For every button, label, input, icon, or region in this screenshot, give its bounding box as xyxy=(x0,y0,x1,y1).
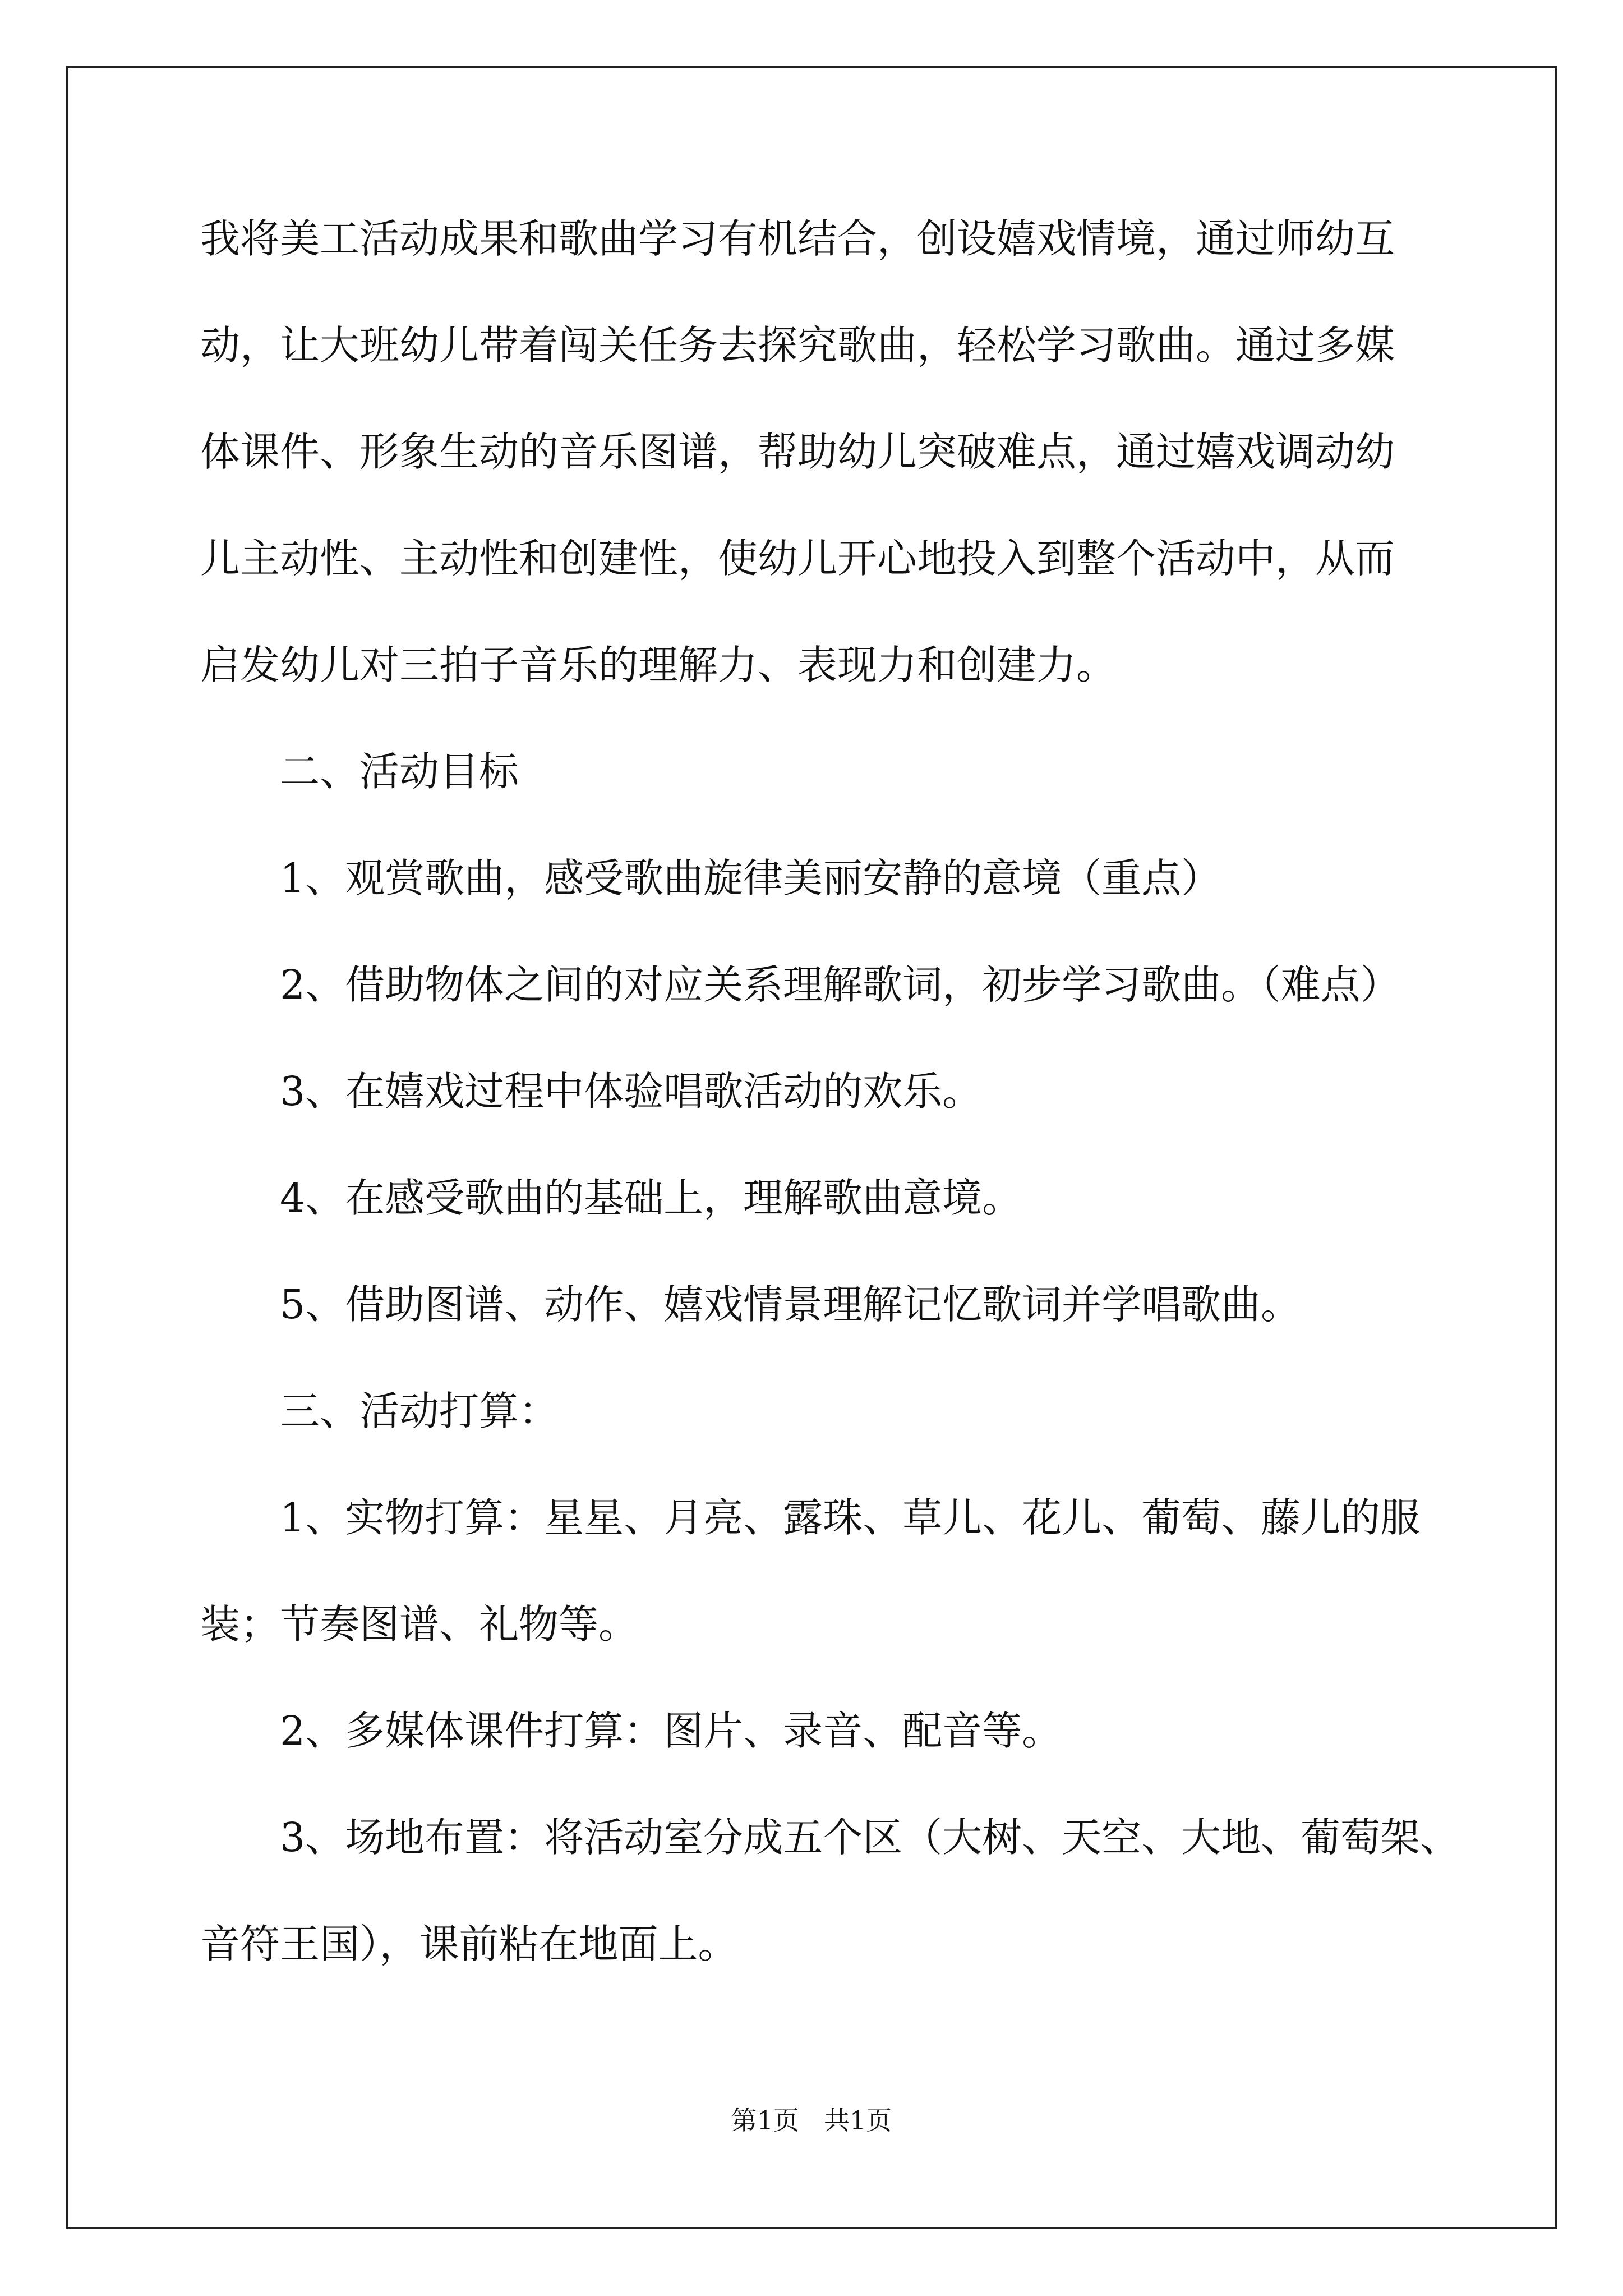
page-border xyxy=(66,66,1557,2229)
footer-spacer xyxy=(799,2105,824,2136)
text-line: 我将美工活动成果和歌曲学习有机结合，创设嬉戏情境，通过师幼互 xyxy=(200,215,1395,262)
page-number: 第1页 xyxy=(731,2105,800,2136)
text-line: 体课件、形象生动的音乐图谱，帮助幼儿突破难点，通过嬉戏调动幼 xyxy=(200,429,1395,475)
text-line: 启发幼儿对三拍子音乐的理解力、表现力和创建力。 xyxy=(200,642,1117,688)
text-line: 动，让大班幼儿带着闯关任务去探究歌曲，轻松学习歌曲。通过多媒 xyxy=(200,322,1395,369)
list-item: 1、观赏歌曲，感受歌曲旋律美丽安静的意境（重点） xyxy=(280,855,1221,901)
page-footer xyxy=(0,2104,1623,2137)
list-item: 2、借助物体之间的对应关系理解歌词，初步学习歌曲。（难点） xyxy=(280,961,1400,1008)
list-item: 3、场地布置：将活动室分成五个区（大树、天空、大地、葡萄架、 xyxy=(280,1814,1460,1861)
list-item: 4、在感受歌曲的基础上，理解歌曲意境。 xyxy=(280,1175,1022,1221)
list-item-continuation: 音符王国），课前粘在地面上。 xyxy=(200,1921,738,1967)
page-total: 共1页 xyxy=(823,2105,892,2136)
section-heading: 三、活动打算： xyxy=(280,1388,559,1434)
list-item-continuation: 装；节奏图谱、礼物等。 xyxy=(200,1601,639,1648)
list-item: 5、借助图谱、动作、嬉戏情景理解记忆歌词并学唱歌曲。 xyxy=(280,1281,1301,1328)
list-item: 2、多媒体课件打算：图片、录音、配音等。 xyxy=(280,1708,1062,1754)
section-heading: 二、活动目标 xyxy=(280,748,519,795)
list-item: 1、实物打算：星星、月亮、露珠、草儿、花儿、葡萄、藤儿的服 xyxy=(280,1494,1421,1541)
text-line: 儿主动性、主动性和创建性，使幼儿开心地投入到整个活动中，从而 xyxy=(200,535,1395,582)
list-item: 3、在嬉戏过程中体验唱歌活动的欢乐。 xyxy=(280,1068,983,1115)
